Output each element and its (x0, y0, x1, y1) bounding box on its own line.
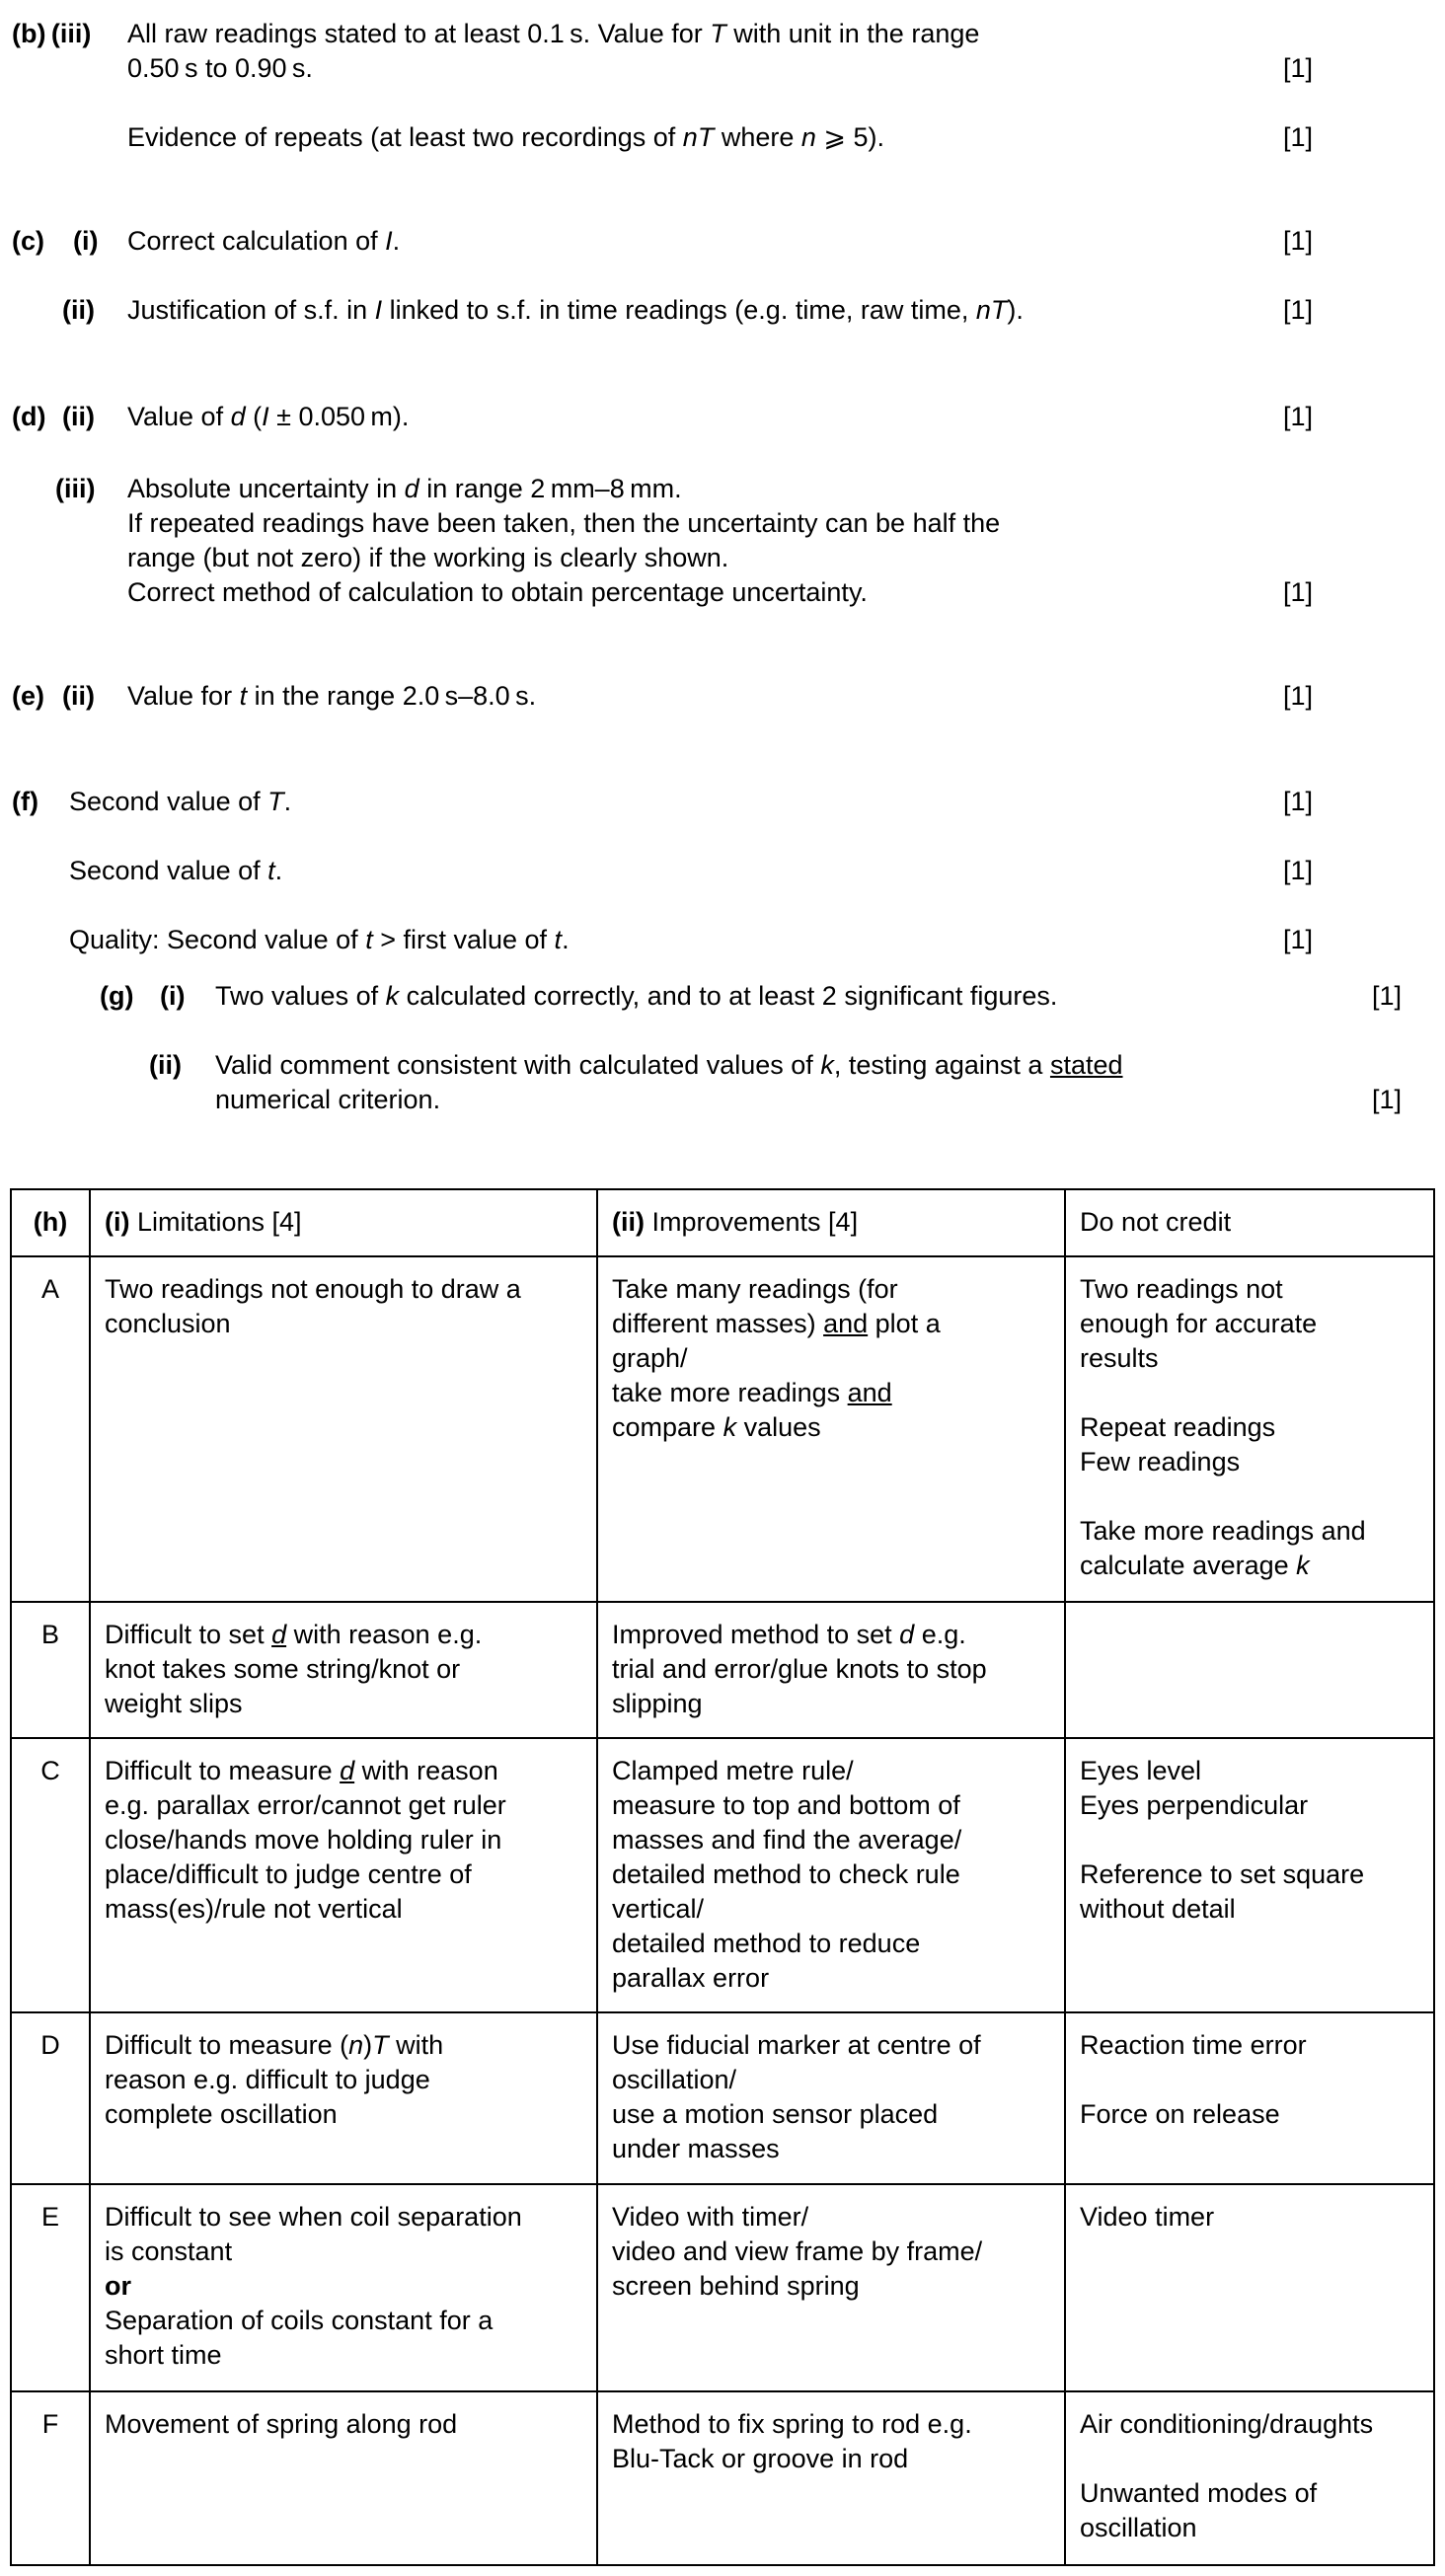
table-row (11, 1602, 1434, 1738)
table-row (11, 1256, 1434, 1602)
sub-label: (ii) (62, 402, 95, 431)
question-label-f: (f) (12, 787, 38, 816)
question-label-c: (c) (12, 226, 44, 256)
row-id: F (11, 2391, 90, 2565)
improvement-cell: Method to fix spring to rod e.g. Blu-Tack or groove in rod (597, 2391, 1065, 2565)
row-id: B (11, 1602, 90, 1738)
limitation-cell: Difficult to measure d with reason e.g. parallax error/cannot get ruler close/hands move holding ruler in place/difficult to judge centre of mass(es)/rule not vertical (90, 1738, 597, 2012)
g-criterion-3: numerical criterion. (215, 1085, 441, 1114)
mark: [1] (1283, 577, 1314, 607)
d-criterion-2: Absolute uncertainty in d in range 2 mm–8 mm. (127, 474, 682, 503)
mark: [1] (1283, 856, 1314, 885)
sub-label: (ii) (62, 295, 95, 325)
mark: [1] (1283, 402, 1314, 431)
improvement-cell: Clamped metre rule/ measure to top and bottom of masses and find the average/ detailed method to check rule vertical/ detailed method to reduce parallax error (597, 1738, 1065, 2012)
do-not-credit-cell: Eyes level Eyes perpendicular Reference to set square without detail (1065, 1738, 1434, 2012)
row-id: D (11, 2012, 90, 2184)
b-criterion-line-1: All raw readings stated to at least 0.1 s. Value for T with unit in the range (127, 19, 980, 48)
header-limitations: (i) Limitations [4] (90, 1189, 597, 1256)
sub-label: (ii) (149, 1050, 182, 1080)
d-criterion-1: Value of d (I ± 0.050 m). (127, 402, 410, 431)
question-label-e: (e) (12, 681, 44, 711)
improvement-cell: Improved method to set d e.g. trial and error/glue knots to stop slipping (597, 1602, 1065, 1738)
sub-label: (ii) (62, 681, 95, 711)
limitation-cell: Difficult to measure (n)T with reason e.g. difficult to judge complete oscillation (90, 2012, 597, 2184)
mark: [1] (1372, 981, 1403, 1011)
row-id: C (11, 1738, 90, 2012)
limitation-cell: Movement of spring along rod (90, 2391, 597, 2565)
c-criterion-2: Justification of s.f. in I linked to s.f. in time readings (e.g. time, raw time, nT). (127, 295, 1024, 325)
mark: [1] (1283, 681, 1314, 711)
question-label-g: (g) (100, 981, 134, 1011)
do-not-credit-cell (1065, 1602, 1434, 1738)
table-row (11, 2184, 1434, 2391)
g-criterion-2: Valid comment consistent with calculated values of k, testing against a stated (215, 1050, 1123, 1080)
sub-label: (i) (160, 981, 186, 1011)
b-criterion-repeats: Evidence of repeats (at least two recordings of nT where n ⩾ 5). (127, 122, 885, 152)
do-not-credit-cell: Two readings not enough for accurate results Repeat readings Few readings Take more readings and calculate average k (1065, 1256, 1434, 1602)
limitation-cell: Two readings not enough to draw a conclusion (90, 1256, 597, 1602)
d-criterion-3: If repeated readings have been taken, then the uncertainty can be half the (127, 508, 1001, 538)
do-not-credit-cell: Air conditioning/draughts Unwanted modes of oscillation (1065, 2391, 1434, 2565)
limitation-cell: Difficult to see when coil separation is constant or Separation of coils constant for a short time (90, 2184, 597, 2391)
do-not-credit-cell: Video timer (1065, 2184, 1434, 2391)
f-criterion-1: Second value of T. (69, 787, 292, 816)
row-id: A (11, 1256, 90, 1602)
improvement-cell: Take many readings (for different masses) and plot a graph/ take more readings and compare k values (597, 1256, 1065, 1602)
mark: [1] (1283, 925, 1314, 954)
sub-label: (iii) (55, 474, 96, 503)
mark: [1] (1283, 295, 1314, 325)
question-label-d: (d) (12, 402, 46, 431)
mark: [1] (1372, 1085, 1403, 1114)
c-criterion-1: Correct calculation of I. (127, 226, 401, 256)
header-question: (h) (11, 1189, 90, 1256)
table-header-row (11, 1189, 1434, 1256)
row-id: E (11, 2184, 90, 2391)
e-criterion: Value for t in the range 2.0 s–8.0 s. (127, 681, 537, 711)
f-criterion-2: Second value of t. (69, 856, 283, 885)
sub-label: (i) (73, 226, 99, 256)
improvement-cell: Use fiducial marker at centre of oscillation/ use a motion sensor placed under masses (597, 2012, 1065, 2184)
table-row (11, 1738, 1434, 2012)
mark: [1] (1283, 226, 1314, 256)
limitations-table (10, 1188, 1435, 2566)
header-do-not-credit: Do not credit (1065, 1189, 1434, 1256)
table-row (11, 2391, 1434, 2565)
d-criterion-5: Correct method of calculation to obtain percentage uncertainty. (127, 577, 868, 607)
mark: [1] (1283, 787, 1314, 816)
mark: [1] (1283, 122, 1314, 152)
mark: [1] (1283, 53, 1314, 83)
table-row (11, 2012, 1434, 2184)
g-criterion-1: Two values of k calculated correctly, and to at least 2 significant figures. (215, 981, 1058, 1011)
header-improvements: (ii) Improvements [4] (597, 1189, 1065, 1256)
limitation-cell: Difficult to set d with reason e.g. knot takes some string/knot or weight slips (90, 1602, 597, 1738)
question-label-b: (b) (iii) (12, 19, 92, 48)
f-criterion-3: Quality: Second value of t > first value of t. (69, 925, 570, 954)
b-criterion-line-2: 0.50 s to 0.90 s. (127, 53, 313, 83)
improvement-cell: Video with timer/ video and view frame by frame/ screen behind spring (597, 2184, 1065, 2391)
d-criterion-4: range (but not zero) if the working is clearly shown. (127, 543, 729, 572)
do-not-credit-cell: Reaction time error Force on release (1065, 2012, 1434, 2184)
